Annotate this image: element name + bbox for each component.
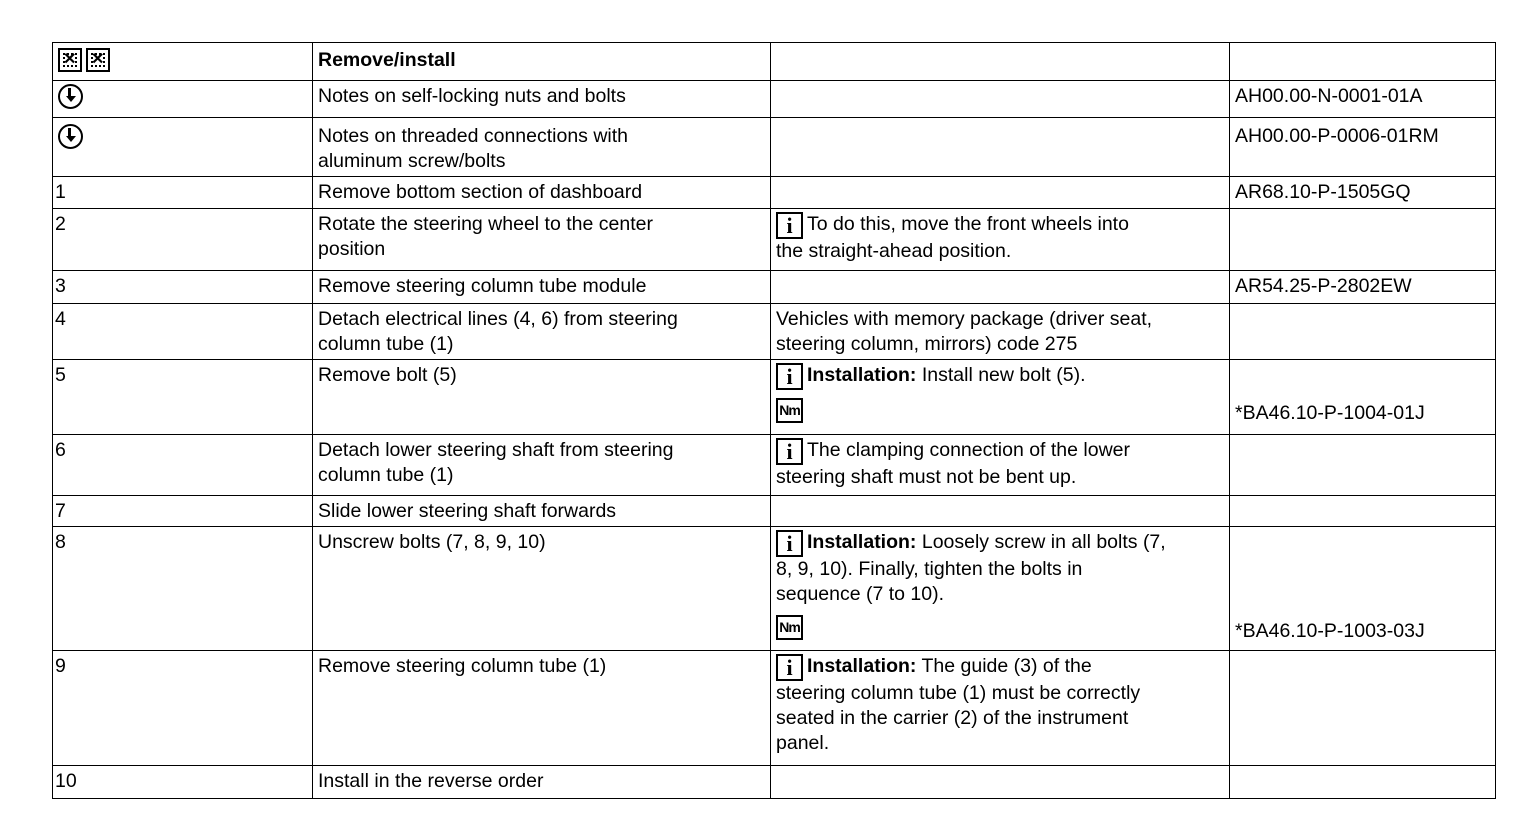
- table-row: [53, 43, 1496, 81]
- step-action: Slide lower steering shaft forwards: [313, 496, 771, 527]
- info-icon: i: [776, 438, 803, 465]
- table-row: [53, 527, 1496, 651]
- table-row: [53, 496, 1496, 527]
- step-number: 3: [53, 271, 313, 304]
- step-note: i Installation: Loosely screw in all bolts (7, 8, 9, 10). Finally, tighten the bolts in sequence (7 to 10). Nm: [771, 527, 1230, 651]
- step-action: Remove bolt (5): [313, 360, 771, 435]
- step-number: 9: [53, 651, 313, 766]
- info-icon: i: [776, 654, 803, 681]
- step-action: Remove bottom section of dashboard: [313, 177, 771, 209]
- step-note: i Installation: Install new bolt (5). Nm: [771, 360, 1230, 435]
- table-row: [53, 360, 1496, 435]
- reference-link[interactable]: *BA46.10-P-1004-01J: [1230, 360, 1496, 435]
- step-note: Vehicles with memory package (driver seat, steering column, mirrors) code 275: [771, 304, 1230, 360]
- install-icon: [86, 48, 110, 72]
- step-action: Install in the reverse order: [313, 766, 771, 799]
- notes-icon: [58, 84, 83, 109]
- step-note: i The clamping connection of the lower steering shaft must not be bent up.: [771, 435, 1230, 496]
- step-action: Detach electrical lines (4, 6) from steering column tube (1): [313, 304, 771, 360]
- reference-link[interactable]: AH00.00-N-0001-01A: [1230, 81, 1496, 118]
- step-number: 10: [53, 766, 313, 799]
- note-text: Notes on threaded connections with aluminum screw/bolts: [313, 118, 771, 177]
- step-number: 8: [53, 527, 313, 651]
- step-action: Detach lower steering shaft from steering column tube (1): [313, 435, 771, 496]
- torque-icon: Nm: [776, 398, 803, 423]
- remove-icon: [58, 48, 82, 72]
- table-row: [53, 304, 1496, 360]
- table-row: [53, 435, 1496, 496]
- reference-link[interactable]: *BA46.10-P-1003-03J: [1230, 527, 1496, 651]
- step-action: Remove steering column tube module: [313, 271, 771, 304]
- info-icon: i: [776, 212, 803, 239]
- step-action: Remove steering column tube (1): [313, 651, 771, 766]
- header-icons-cell: [53, 43, 313, 81]
- table-row: [53, 118, 1496, 177]
- step-number: 6: [53, 435, 313, 496]
- info-icon: i: [776, 530, 803, 557]
- step-number: 5: [53, 360, 313, 435]
- info-icon: i: [776, 363, 803, 390]
- table-row: [53, 209, 1496, 271]
- reference-link[interactable]: AR54.25-P-2802EW: [1230, 271, 1496, 304]
- reference-link[interactable]: AR68.10-P-1505GQ: [1230, 177, 1496, 209]
- table-row: [53, 177, 1496, 209]
- table-row: [53, 766, 1496, 799]
- step-action: Unscrew bolts (7, 8, 9, 10): [313, 527, 771, 651]
- step-action: Rotate the steering wheel to the center position: [313, 209, 771, 271]
- notes-icon: [58, 124, 83, 149]
- step-number: 2: [53, 209, 313, 271]
- table-row: [53, 81, 1496, 118]
- reference-link[interactable]: AH00.00-P-0006-01RM: [1230, 118, 1496, 177]
- procedure-table: [52, 42, 1496, 799]
- step-number: 7: [53, 496, 313, 527]
- step-number: 1: [53, 177, 313, 209]
- torque-icon: Nm: [776, 615, 803, 640]
- table-row: [53, 651, 1496, 766]
- step-note: i Installation: The guide (3) of the steering column tube (1) must be correctly seated in the carrier (2) of the instrument panel.: [771, 651, 1230, 766]
- step-number: 4: [53, 304, 313, 360]
- header-title: Remove/install: [313, 43, 771, 81]
- table-row: [53, 271, 1496, 304]
- note-text: Notes on self-locking nuts and bolts: [313, 81, 771, 118]
- step-note: i To do this, move the front wheels into the straight-ahead position.: [771, 209, 1230, 271]
